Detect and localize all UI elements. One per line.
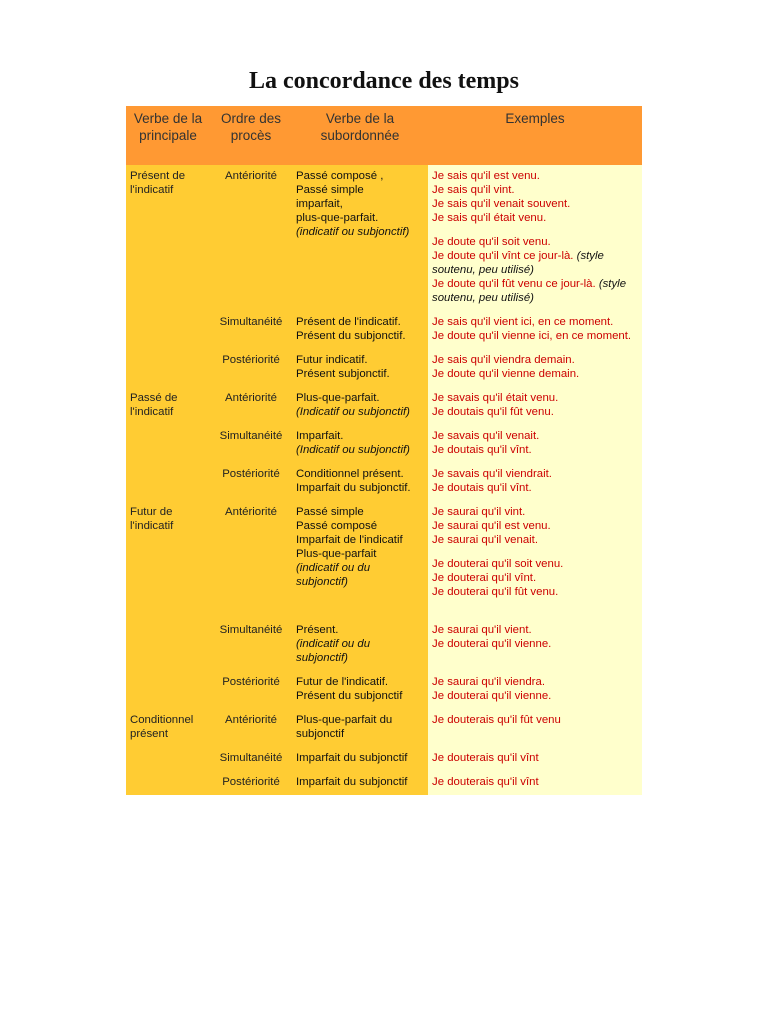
subordonnee-note: (Indicatif ou subjonctif)	[296, 444, 410, 456]
subordonnee-line: Plus-que-parfait du subjonctif	[296, 714, 393, 740]
subordonnee-line: Passé simple	[296, 506, 364, 518]
subordonnee-line: Conditionnel présent.	[296, 468, 404, 480]
table-row	[126, 165, 642, 311]
exemple-line: Je sais qu'il était venu.	[432, 212, 547, 224]
principale-cell: Conditionnel présent	[126, 709, 210, 795]
exemple-line: Je douterai qu'il vienne.	[432, 638, 552, 650]
subordonnee-line: imparfait,	[296, 198, 343, 210]
subordonnee-line: Imparfait.	[296, 430, 344, 442]
exemple-line: Je douterais qu'il fût venu	[432, 714, 561, 726]
exemples-cell	[428, 349, 642, 387]
subordonnee-line: Passé composé	[296, 520, 378, 532]
subordonnee-cell	[292, 463, 428, 501]
exemple-line: Je saurai qu'il est venu.	[432, 520, 551, 532]
principale-cell: Présent de l'indicatif	[126, 165, 210, 387]
ordre-cell: Simultanéité	[210, 619, 292, 671]
subordonnee-line: Plus-que-parfait	[296, 548, 377, 560]
table-row	[126, 387, 642, 425]
subordonnee-line: Présent du subjonctif.	[296, 330, 406, 342]
subordonnee-cell	[292, 165, 428, 311]
exemple-line: Je doute qu'il vienne demain.	[432, 368, 580, 380]
exemples-cell	[428, 501, 642, 619]
subordonnee-cell	[292, 619, 428, 671]
exemple-line	[432, 249, 638, 277]
subordonnee-note: (Indicatif ou subjonctif)	[296, 406, 410, 418]
subordonnee-line: Futur indicatif.	[296, 354, 368, 366]
exemple-line: Je douterais qu'il vînt	[432, 776, 539, 788]
ordre-cell: Antériorité	[210, 165, 292, 311]
subordonnee-line: Futur de l'indicatif.	[296, 676, 389, 688]
exemple-line: Je sais qu'il vint.	[432, 184, 515, 196]
subordonnee-cell	[292, 311, 428, 349]
exemple-line: Je saurai qu'il viendra.	[432, 676, 545, 688]
exemples-cell	[428, 619, 642, 671]
subordonnee-cell	[292, 387, 428, 425]
exemple-text: Je doute qu'il vînt ce jour-là.	[432, 250, 574, 262]
subordonnee-line: Imparfait du subjonctif.	[296, 482, 411, 494]
subordonnee-line: Imparfait du subjonctif	[296, 752, 408, 764]
ordre-cell: Postériorité	[210, 671, 292, 709]
exemples-cell	[428, 671, 642, 709]
exemple-line: Je sais qu'il est venu.	[432, 170, 540, 182]
exemples-cell	[428, 311, 642, 349]
subordonnee-cell	[292, 501, 428, 619]
principale-cell: Passé de l'indicatif	[126, 387, 210, 501]
page-title: La concordance des temps	[249, 68, 519, 94]
ordre-cell: Simultanéité	[210, 425, 292, 463]
header-exemples: Exemples	[428, 106, 642, 165]
exemples-cell	[428, 165, 642, 311]
header-row	[126, 106, 642, 165]
exemples-cell	[428, 709, 642, 747]
subordonnee-line: Imparfait de l'indicatif	[296, 534, 403, 546]
exemple-line: Je doutais qu'il vînt.	[432, 444, 532, 456]
ordre-cell: Simultanéité	[210, 747, 292, 771]
exemple-line: Je sais qu'il viendra demain.	[432, 354, 575, 366]
subordonnee-line: Présent subjonctif.	[296, 368, 390, 380]
exemple-line	[432, 277, 638, 305]
exemple-note: (style soutenu, peu utilisé)	[432, 278, 627, 304]
subordonnee-cell	[292, 771, 428, 795]
header-principale: Verbe de la principale	[126, 106, 210, 165]
ordre-cell: Postériorité	[210, 349, 292, 387]
exemple-line: Je doute qu'il soit venu.	[432, 236, 551, 248]
subordonnee-note: (indicatif ou du subjonctif)	[296, 638, 371, 664]
exemple-line: Je douterai qu'il soit venu.	[432, 558, 564, 570]
exemples-cell	[428, 463, 642, 501]
subordonnee-note: (indicatif ou du subjonctif)	[296, 562, 371, 588]
exemple-line: Je sais qu'il venait souvent.	[432, 198, 571, 210]
principale-cell: Futur de l'indicatif	[126, 501, 210, 709]
ordre-cell: Postériorité	[210, 463, 292, 501]
exemples-cell	[428, 747, 642, 771]
exemple-line: Je sais qu'il vient ici, en ce moment.	[432, 316, 614, 328]
exemple-line: Je douterai qu'il vînt.	[432, 572, 537, 584]
ordre-cell: Postériorité	[210, 771, 292, 795]
subordonnee-line: Imparfait du subjonctif	[296, 776, 408, 788]
exemple-line: Je savais qu'il venait.	[432, 430, 540, 442]
subordonnee-note: (indicatif ou subjonctif)	[296, 226, 410, 238]
exemple-line: Je saurai qu'il vint.	[432, 506, 526, 518]
ordre-cell: Antériorité	[210, 501, 292, 619]
exemple-line: Je doutais qu'il vînt.	[432, 482, 532, 494]
exemple-note: (style soutenu, peu utilisé)	[432, 250, 604, 276]
ordre-cell: Simultanéité	[210, 311, 292, 349]
subordonnee-line: Présent.	[296, 624, 339, 636]
subordonnee-line: Passé simple	[296, 184, 364, 196]
table-row	[126, 709, 642, 747]
exemples-cell	[428, 425, 642, 463]
subordonnee-cell	[292, 709, 428, 747]
subordonnee-line: Passé composé ,	[296, 170, 384, 182]
exemple-line: Je savais qu'il était venu.	[432, 392, 559, 404]
subordonnee-line: Plus-que-parfait.	[296, 392, 380, 404]
exemple-line: Je savais qu'il viendrait.	[432, 468, 552, 480]
exemples-cell	[428, 771, 642, 795]
subordonnee-cell	[292, 671, 428, 709]
subordonnee-line: Présent du subjonctif	[296, 690, 403, 702]
subordonnee-cell	[292, 349, 428, 387]
exemple-line: Je doute qu'il vienne ici, en ce moment.	[432, 330, 632, 342]
exemple-line: Je saurai qu'il venait.	[432, 534, 539, 546]
subordonnee-line: plus-que-parfait.	[296, 212, 379, 224]
ordre-cell: Antériorité	[210, 709, 292, 747]
exemples-cell	[428, 387, 642, 425]
table-row	[126, 501, 642, 619]
exemple-line: Je douterai qu'il fût venu.	[432, 586, 559, 598]
exemple-line: Je douterais qu'il vînt	[432, 752, 539, 764]
concordance-table	[126, 106, 642, 795]
exemple-line: Je doutais qu'il fût venu.	[432, 406, 554, 418]
subordonnee-cell	[292, 747, 428, 771]
exemple-line: Je douterai qu'il vienne.	[432, 690, 552, 702]
header-ordre: Ordre des procès	[210, 106, 292, 165]
header-subordonnee: Verbe de la subordonnée	[292, 106, 428, 165]
ordre-cell: Antériorité	[210, 387, 292, 425]
exemple-text: Je doute qu'il fût venu ce jour-là.	[432, 278, 596, 290]
subordonnee-line: Présent de l'indicatif.	[296, 316, 401, 328]
exemple-line: Je saurai qu'il vient.	[432, 624, 532, 636]
subordonnee-cell	[292, 425, 428, 463]
